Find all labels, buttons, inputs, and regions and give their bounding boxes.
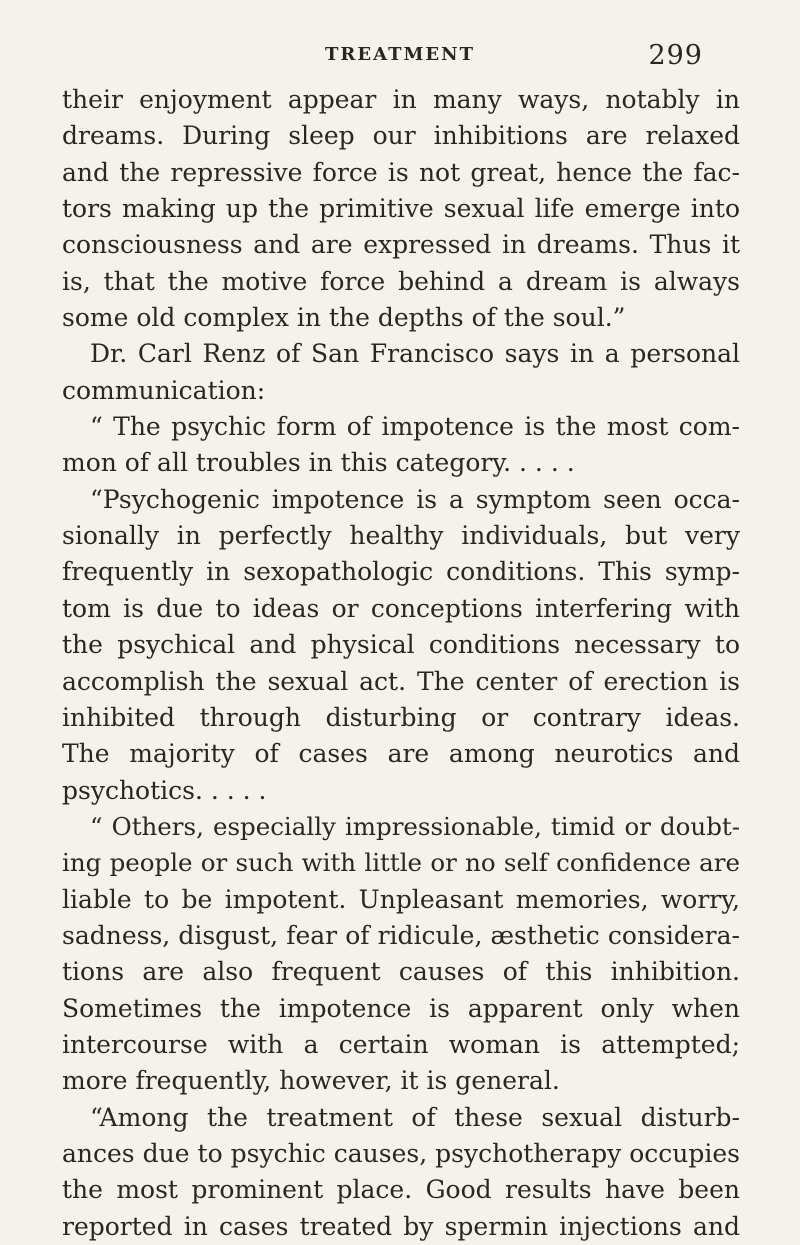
text-line: and the repressive force is not great, hence the fac- xyxy=(62,157,740,187)
text-line: accomplish the sexual act. The center of erection is xyxy=(62,666,740,696)
text-line: their enjoyment appear in many ways, notably in xyxy=(62,85,740,114)
running-title: TREATMENT xyxy=(325,44,475,65)
text-line: communication: xyxy=(62,375,266,405)
text-line: sadness, disgust, fear of ridicule, æsthetic considera- xyxy=(62,920,740,950)
text-line: psychotics. . . . . xyxy=(62,775,267,805)
text-line: “ Others, especially impressionable, timid or doubt- xyxy=(90,811,740,841)
text-line: ing people or such with little or no self confidence are xyxy=(62,848,740,878)
text-line: mon of all troubles in this category. . . . . xyxy=(62,448,575,478)
text-line: consciousness and are expressed in dreams. Thus it xyxy=(62,230,740,260)
text-line: some old complex in the depths of the soul.” xyxy=(62,303,626,333)
text-line: the most prominent place. Good results have been xyxy=(62,1175,740,1205)
text-line: Sometimes the impotence is apparent only when xyxy=(62,993,740,1023)
text-line: “Psychogenic impotence is a symptom seen occa- xyxy=(90,484,740,514)
text-line: frequently in sexopathologic conditions. This symp- xyxy=(62,557,740,587)
text-line: sionally in perfectly healthy individuals, but very xyxy=(62,521,740,551)
text-line: the psychical and physical conditions necessary to xyxy=(62,630,740,660)
text-line: ances due to psychic causes, psychotherapy occupies xyxy=(62,1138,740,1168)
body-text xyxy=(62,82,740,1245)
text-line: tors making up the primitive sexual life emerge into xyxy=(62,194,740,224)
text-line: “Among the treatment of these sexual disturb- xyxy=(90,1102,740,1132)
text-line: tions are also frequent causes of this inhibition. xyxy=(62,957,740,987)
text-line: more frequently, however, it is general. xyxy=(62,1066,560,1096)
text-line: “ The psychic form of impotence is the most com- xyxy=(90,412,740,442)
text-line: liable to be impotent. Unpleasant memories, worry, xyxy=(62,884,740,914)
page-number: 299 xyxy=(648,40,703,71)
text-line: tom is due to ideas or conceptions interfering with xyxy=(62,593,740,623)
text-line: reported in cases treated by spermin injections and xyxy=(62,1211,740,1241)
text-line: is, that the motive force behind a dream is always xyxy=(62,266,740,296)
text-line: Dr. Carl Renz of San Francisco says in a personal xyxy=(90,339,740,369)
running-head xyxy=(0,40,800,80)
text-line: The majority of cases are among neurotics and xyxy=(62,739,740,769)
text-line: dreams. During sleep our inhibitions are relaxed xyxy=(62,121,740,151)
text-line: intercourse with a certain woman is attempted; xyxy=(62,1029,740,1059)
text-line: inhibited through disturbing or contrary ideas. xyxy=(62,702,740,732)
